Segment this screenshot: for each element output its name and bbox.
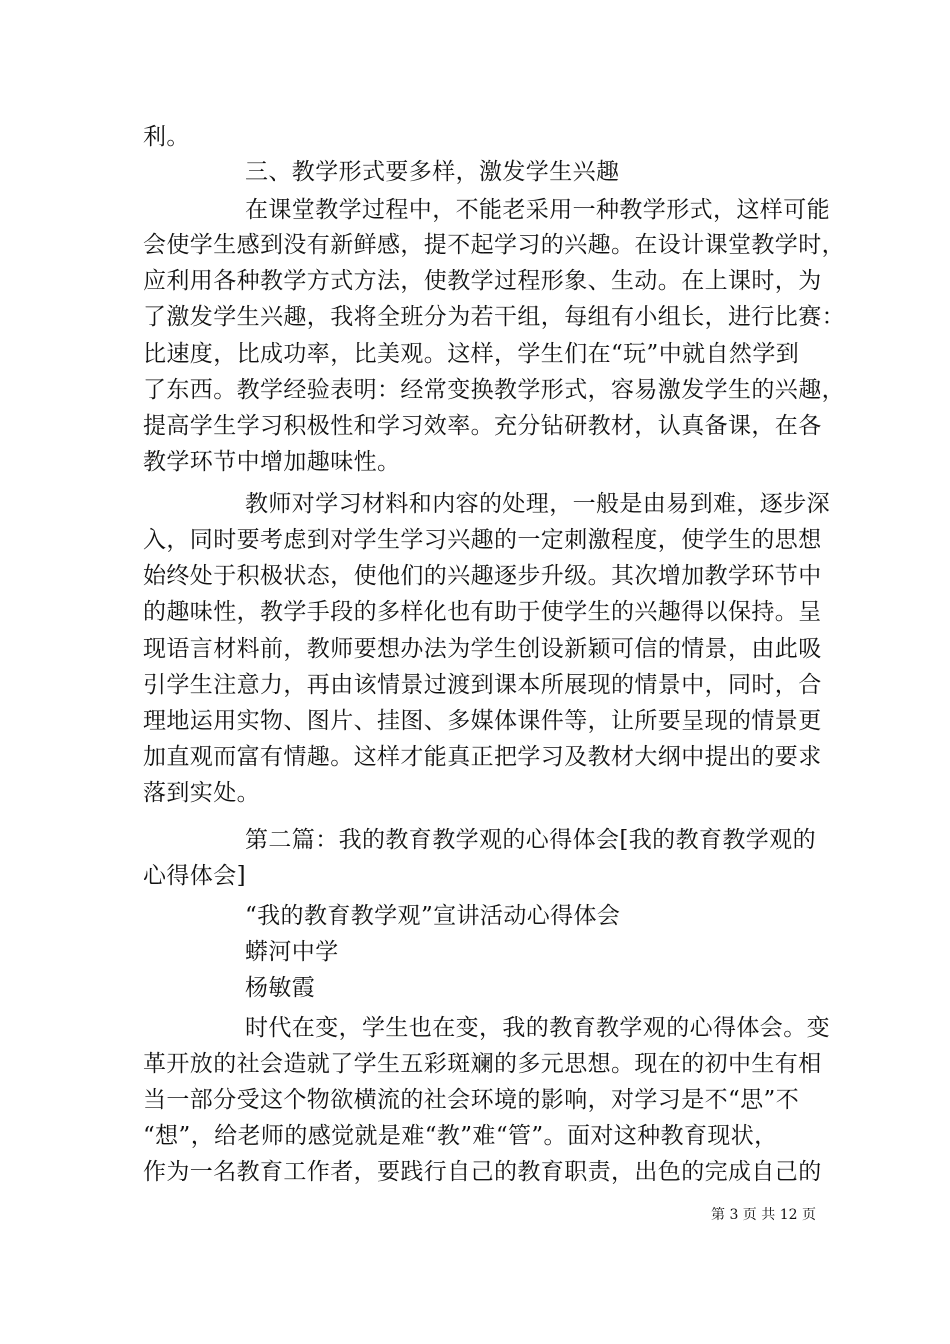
text-line: 教师对学习材料和内容的处理，一般是由易到难，逐步深 <box>245 491 830 517</box>
text-line: 在课堂教学过程中，不能老采用一种教学形式，这样可能 <box>245 197 830 223</box>
text-line: 会使学生感到没有新鲜感，提不起学习的兴趣。在设计课堂教学时， <box>143 232 845 258</box>
page-number: 第 3 页 共 12 页 <box>711 1207 816 1223</box>
text-line: 了激发学生兴趣，我将全班分为若干组，每组有小组长，进行比赛： <box>143 304 845 330</box>
text-line: 的趣味性，教学手段的多样化也有助于使学生的兴趣得以保持。呈 <box>143 599 822 625</box>
text-line: 加直观而富有情趣。这样才能真正把学习及教材大纲中提出的要求 <box>143 744 822 770</box>
text-line: 革开放的社会造就了学生五彩斑斓的多元思想。现在的初中生有相 <box>143 1051 822 1077</box>
text-line: 了东西。教学经验表明：经常变换教学形式，容易激发学生的兴趣， <box>143 377 845 403</box>
section-heading: 三、教学形式要多样，激发学生兴趣 <box>245 159 620 185</box>
text-line: 引学生注意力，再由该情景过渡到课本所展现的情景中，同时，合 <box>143 672 822 698</box>
speech-title: “我的教育教学观”宣讲活动心得体会 <box>245 903 621 929</box>
article-title: 第二篇：我的教育教学观的心得体会[我的教育教学观的 <box>245 827 816 853</box>
text-line: 现语言材料前，教师要想办法为学生创设新颖可信的情景，由此吸 <box>143 636 822 662</box>
text-line: 落到实处。 <box>143 780 260 806</box>
text-line: 作为一名教育工作者，要践行自己的教育职责，出色的完成自己的 <box>143 1159 822 1185</box>
text-line: 比速度，比成功率，比美观。这样，学生们在“玩”中就自然学到 <box>143 341 800 367</box>
text-line: 应利用各种教学方式方法，使教学过程形象、生动。在上课时，为 <box>143 268 822 294</box>
text-line: 提高学生学习积极性和学习效率。充分钻研教材，认真备课，在各 <box>143 413 822 439</box>
text-line: 时代在变，学生也在变，我的教育教学观的心得体会。变 <box>245 1015 830 1041</box>
school-name: 蟒河中学 <box>245 939 339 965</box>
author-name: 杨敏霞 <box>245 975 316 1001</box>
text-line: “想”，给老师的感觉就是难“教”难“管”。面对这种教育现状， <box>143 1123 778 1149</box>
article-title: 心得体会] <box>143 863 246 889</box>
text-line: 教学环节中增加趣味性。 <box>143 449 401 475</box>
text-line: 始终处于积极状态，使他们的兴趣逐步升级。其次增加教学环节中 <box>143 563 822 589</box>
text-line: 当一部分受这个物欲横流的社会环境的影响，对学习是不“思”不 <box>143 1087 800 1113</box>
text-line: 理地运用实物、图片、挂图、多媒体课件等，让所要呈现的情景更 <box>143 708 822 734</box>
text-line: 入，同时要考虑到对学生学习兴趣的一定刺激程度，使学生的思想 <box>143 527 822 553</box>
text-line: 利。 <box>143 124 190 150</box>
